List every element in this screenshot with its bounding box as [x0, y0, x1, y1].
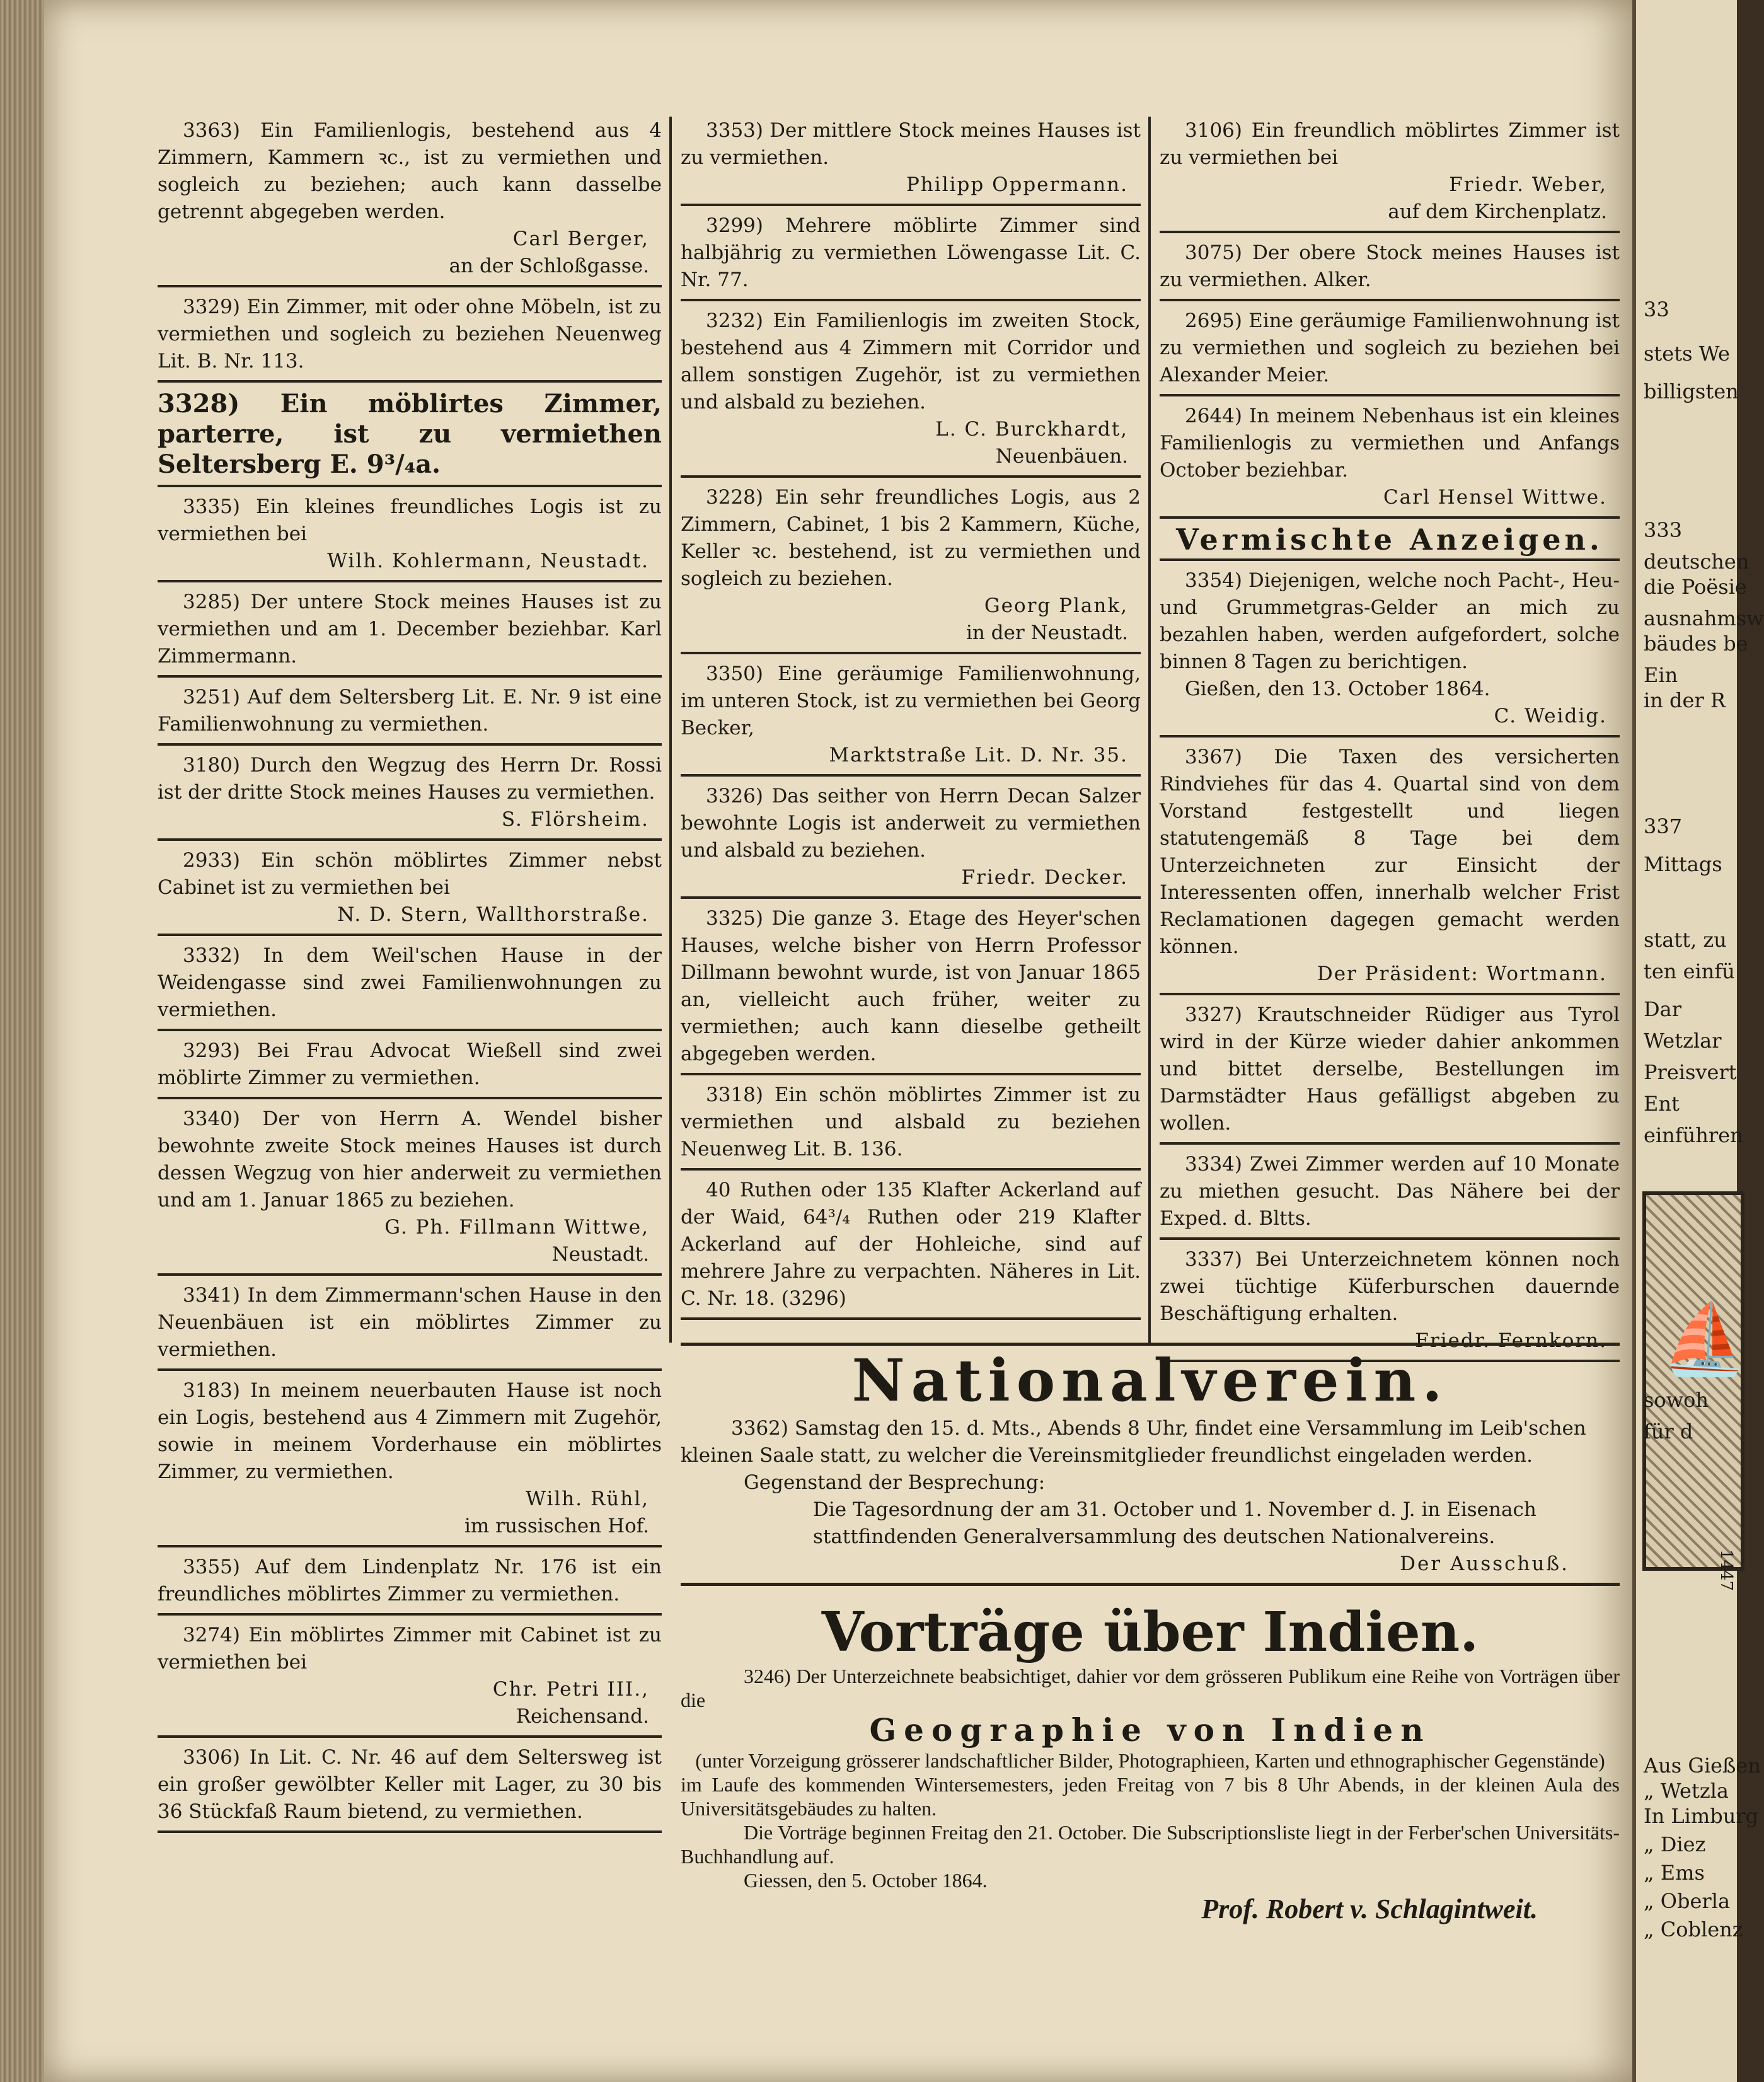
- advertisement: [158, 290, 662, 383]
- advertisement: [158, 113, 662, 287]
- ad-text: 3367) Die Taxen des versicherten Rindviehes für das 4. Quartal sind von dem Vorstand festgestellt und liegen statutengemäß 8 Tage bei dem Unterzeichneten zur Einsicht der Interessenten offen, innerhalb welcher Frist Reclamationen dagegen gemacht werden können.: [1160, 746, 1620, 958]
- ad-text: 3327) Krautschneider Rüdiger aus Tyrol wird in der Kürze wieder dahier ankommen und bittet derselbe, Bestellungen im Darmstädter Haus gefälligst abgeben zu wollen.: [1160, 1003, 1620, 1135]
- ad-signature: auf dem Kirchenplatz.: [1388, 200, 1607, 223]
- ad-signature: S. Flörsheim.: [501, 808, 649, 831]
- nationalverein-notice: [681, 1343, 1620, 1586]
- ad-text: 2933) Ein schön möblirtes Zimmer nebst Cabinet ist zu vermiethen bei: [158, 849, 662, 899]
- nationalverein-topic-label: Gegenstand der Besprechung:: [744, 1471, 1046, 1494]
- fragment-text: Preisvert: [1644, 1060, 1737, 1084]
- advertisement: [681, 209, 1141, 301]
- ad-text: 3274) Ein möblirtes Zimmer mit Cabinet ist zu vermiethen bei: [158, 1624, 662, 1674]
- indien-schedule: im Laufe des kommenden Wintersemesters, jeden Freitag von 7 bis 8 Uhr Abends, in der kleinen Aula des Universitätsgebäudes zu halten.: [681, 1773, 1620, 1820]
- fragment-text: in der R: [1644, 688, 1726, 712]
- ad-signature: Neustadt.: [551, 1243, 649, 1266]
- advertisement: [681, 480, 1141, 654]
- column-rule-2: [1148, 117, 1151, 1343]
- advertisement: [1160, 998, 1620, 1145]
- fragment-text: Ein: [1644, 663, 1678, 687]
- ad-signature: N. D. Stern, Wallthorstraße.: [337, 903, 649, 926]
- ad-signature: Chr. Petri III.,: [492, 1678, 649, 1701]
- ad-text: 3285) Der untere Stock meines Hauses ist zu vermiethen und am 1. December beziehbar. Karl Zimmermann.: [158, 591, 662, 668]
- fragment-text: Aus Gießen: [1644, 1754, 1761, 1778]
- ad-text: 3106) Ein freundlich möblirtes Zimmer ist zu vermiethen bei: [1160, 119, 1620, 169]
- fragment-text: billigsten: [1644, 379, 1739, 403]
- ad-text: 2644) In meinem Nebenhaus ist ein kleines Familienlogis zu vermiethen und Anfangs October beziehbar.: [1160, 405, 1620, 482]
- ad-signature: C. Weidig.: [1494, 705, 1607, 727]
- indien-title: Vorträge über Indien.: [821, 1600, 1479, 1664]
- advertisement: [158, 1278, 662, 1371]
- ad-text: 3326) Das seither von Herrn Decan Salzer bewohnte Logis ist anderweit zu vermiethen und alsbald zu beziehen.: [681, 785, 1141, 862]
- ad-text: 2695) Eine geräumige Familienwohnung ist zu vermiethen und sogleich zu beziehen bei Alexander Meier.: [1160, 309, 1620, 386]
- ad-text: 3183) In meinem neuerbauten Hause ist noch ein Logis, bestehend aus 4 Zimmern mit Zugehör, sowie in meinem Vorderhause ein möblirtes Zimmer, zu vermiethen.: [158, 1379, 662, 1483]
- advertisement: [1160, 304, 1620, 396]
- nationalverein-title: Nationalverein.: [851, 1346, 1449, 1414]
- indien-date: Giessen, den 5. October 1864.: [744, 1869, 988, 1892]
- advertisement: [158, 585, 662, 678]
- advertisement: [681, 113, 1141, 206]
- advertisement: [681, 779, 1141, 899]
- ad-signature: Friedr. Decker.: [961, 866, 1128, 889]
- ornamental-border: [1642, 1191, 1744, 1571]
- ad-signature: Philipp Oppermann.: [906, 173, 1128, 196]
- advertisement: [1160, 564, 1620, 737]
- advertisement: [681, 901, 1141, 1075]
- ad-signature: Reichensand.: [516, 1705, 649, 1728]
- advertisement: [158, 680, 662, 746]
- advertisement: [158, 1374, 662, 1547]
- column-left: [158, 113, 662, 1836]
- advertisement: [1160, 740, 1620, 995]
- ad-text: 3334) Zwei Zimmer werden auf 10 Monate zu miethen gesucht. Das Nähere bei der Exped. d. Bltts.: [1160, 1153, 1620, 1230]
- fragment-text: Wetzlar: [1644, 1029, 1722, 1053]
- fragment-text: für d: [1644, 1420, 1693, 1443]
- indien-intro: 3246) Der Unterzeichnete beabsichtiget, dahier vor dem grösseren Publikum eine Reihe von Vorträgen über die: [681, 1665, 1620, 1711]
- ad-signature: an der Schloßgasse.: [449, 255, 649, 277]
- fragment-text: 333: [1644, 518, 1683, 542]
- ad-text: 3232) Ein Familienlogis im zweiten Stock, bestehend aus 4 Zimmern mit Corridor und allem sonstigen Zugehör, ist zu vermiethen und alsbald zu beziehen.: [681, 309, 1141, 414]
- ad-signature: Marktstraße Lit. D. Nr. 35.: [829, 744, 1128, 766]
- ad-signature: Carl Berger,: [512, 228, 649, 250]
- advertisement: [158, 1102, 662, 1276]
- fragment-text: deutschen: [1644, 550, 1750, 574]
- advertisement: [158, 939, 662, 1031]
- fragment-text: „ Coblenz: [1644, 1917, 1743, 1941]
- advertisement: [681, 1078, 1141, 1171]
- adjacent-page-fragment: [1632, 0, 1764, 2082]
- ad-text: 3341) In dem Zimmermann'schen Hause in den Neuenbäuen ist ein möblirtes Zimmer zu vermiethen.: [158, 1284, 662, 1361]
- ad-signature: Friedr. Fernkorn.: [1415, 1329, 1607, 1352]
- fragment-text: 33: [1644, 298, 1669, 321]
- ad-text: 3335) Ein kleines freundliches Logis ist zu vermiethen bei: [158, 495, 662, 545]
- ad-signature: Georg Plank,: [984, 594, 1128, 617]
- fragment-text: „ Diez: [1644, 1832, 1706, 1856]
- fragment-text: „ Oberla: [1644, 1889, 1731, 1913]
- ad-signature: Wilh. Kohlermann, Neustadt.: [327, 550, 649, 572]
- page-number: 1447: [1717, 1549, 1736, 1592]
- fragment-text: sowoh: [1644, 1388, 1709, 1412]
- column-rule-1: [669, 117, 672, 1343]
- fragment-text: die Poësie: [1644, 575, 1747, 599]
- advertisement: [681, 657, 1141, 777]
- ad-text: 3340) Der von Herrn A. Wendel bisher bewohnte zweite Stock meines Hauses ist durch dessen Wegzug von hier anderweit zu vermiethen und am 1. Januar 1865 zu beziehen.: [158, 1108, 662, 1212]
- ad-signature: Carl Hensel Wittwe.: [1383, 486, 1607, 509]
- indien-signature: Prof. Robert v. Schlagintweit.: [1201, 1894, 1538, 1924]
- advertisement: [158, 490, 662, 582]
- fragment-text: bäudes be: [1644, 632, 1748, 656]
- advertisement: [158, 1034, 662, 1099]
- advertisement: 3328) Ein möblirtes Zimmer, parterre, ist zu vermiethen Seltersberg E. 9³/₄a.: [158, 385, 662, 487]
- fragment-text: stets We: [1644, 342, 1730, 366]
- ad-text: 3180) Durch den Wegzug des Herrn Dr. Rossi ist der dritte Stock meines Hauses zu vermiethen.: [158, 754, 662, 804]
- column-middle: [681, 113, 1141, 1322]
- book-edge: [0, 0, 50, 2082]
- ad-text: 3228) Ein sehr freundliches Logis, aus 2 Zimmern, Cabinet, 1 bis 2 Kammern, Küche, Keller ꝛc. bestehend, ist zu vermiethen und sogleich zu beziehen.: [681, 486, 1141, 590]
- ad-signature: Friedr. Weber,: [1449, 173, 1607, 196]
- fragment-text: statt, zu: [1644, 928, 1727, 952]
- ad-text: 3337) Bei Unterzeichnetem können noch zwei tüchtige Küferburschen dauernde Beschäftigung erhalten.: [1160, 1248, 1620, 1325]
- ad-signature: Der Präsident: Wortmann.: [1317, 963, 1607, 985]
- ad-text: 3299) Mehrere möblirte Zimmer sind halbjährig zu vermiethen Löwengasse Lit. C. Nr. 77.: [681, 214, 1141, 291]
- ad-text: 3325) Die ganze 3. Etage des Heyer'schen Hauses, welche bisher von Herrn Professor Dillmann bewohnt wurde, ist von Januar 1865 an, vielleicht auch früher, weiter zu vermiethen; auch kann dieselbe getheilt abgegeben werden.: [681, 907, 1141, 1065]
- advertisement: [158, 843, 662, 936]
- advertisement: [681, 304, 1141, 478]
- ad-text: 3329) Ein Zimmer, mit oder ohne Möbeln, ist zu vermiethen und sogleich zu beziehen Neuenweg Lit. B. Nr. 113.: [158, 296, 662, 373]
- ad-signature: im russischen Hof.: [464, 1515, 649, 1537]
- advertisement: [1160, 236, 1620, 301]
- fragment-text: „ Ems: [1644, 1861, 1705, 1885]
- nationalverein-text: 3362) Samstag den 15. d. Mts., Abends 8 Uhr, findet eine Versammlung im Leib'schen kleinen Saale statt, zu welcher die Vereinsmitglieder freundlichst eingeladen werden.: [681, 1417, 1586, 1467]
- section-title: Vermischte Anzeigen.: [1160, 521, 1620, 561]
- ad-text: 3306) In Lit. C. Nr. 46 auf dem Selterswеg ist ein großer gewölbter Keller mit Lager, zu 30 bis 36 Stückfaß Raum bietend, zu vermiethen.: [158, 1746, 662, 1823]
- column-right: [1160, 113, 1620, 1365]
- indien-lecture-notice: [681, 1601, 1620, 1926]
- ad-text: 40 Ruthen oder 135 Klafter Ackerland auf der Waid, 64³/₄ Ruthen oder 219 Klafter Ackerland auf der Hohleiche, sind auf mehrere Jahre zu verpachten. Näheres in Lit. C. Nr. 18. (3296): [681, 1179, 1141, 1310]
- nationalverein-signature: Der Ausschuß.: [1400, 1553, 1569, 1575]
- fragment-text: Mittags: [1644, 852, 1722, 876]
- advertisement: [1160, 113, 1620, 233]
- ad-text: 3075) Der obere Stock meines Hauses ist zu vermiethen. Alker.: [1160, 241, 1620, 291]
- advertisement: [158, 1740, 662, 1833]
- advertisement: [158, 1550, 662, 1616]
- ad-signature: G. Ph. Fillmann Wittwe,: [384, 1216, 649, 1239]
- nationalverein-topic: Die Tagesordnung der am 31. October und 1. November d. J. in Eisenach stattfindenden Generalversammlung des deutschen Nationalvereins.: [813, 1498, 1536, 1548]
- indien-subject: Geographie von Indien: [869, 1711, 1431, 1749]
- fragment-text: In Limburg: [1644, 1804, 1759, 1828]
- fragment-text: ausnahmsw: [1644, 606, 1764, 630]
- indien-note: (unter Vorzeigung grösserer landschaftlicher Bilder, Photographieen, Karten und ethnographischer Gegenstände): [695, 1749, 1605, 1772]
- fragment-text: Dar: [1644, 997, 1682, 1021]
- indien-subscription: Die Vorträge beginnen Freitag den 21. October. Die Subscriptionsliste liegt in der Ferber'schen Universitäts-Buchhandlung auf.: [681, 1821, 1620, 1868]
- advertisement: [681, 1173, 1141, 1320]
- ad-text: 3332) In dem Weil'schen Hause in der Weidengasse sind zwei Familienwohnungen zu vermiethen.: [158, 944, 662, 1021]
- fragment-text: einführen: [1644, 1123, 1743, 1147]
- ship-icon: ⛵: [1661, 1298, 1748, 1379]
- ad-text: 3293) Bei Frau Advocat Wießell sind zwei möblirte Zimmer zu vermiethen.: [158, 1039, 662, 1089]
- ad-signature: L. C. Burckhardt,: [935, 418, 1128, 441]
- ad-text: Gießen, den 13. October 1864.: [1185, 678, 1490, 700]
- fragment-text: 337: [1644, 814, 1683, 838]
- ad-text: 3355) Auf dem Lindenplatz Nr. 176 ist ein freundliches möblirtes Zimmer zu vermiethen.: [158, 1556, 662, 1605]
- ad-text: 3353) Der mittlere Stock meines Hauses ist zu vermiethen.: [681, 119, 1141, 169]
- advertisement: [158, 748, 662, 841]
- fragment-text: ten einfü: [1644, 959, 1735, 983]
- advertisement: [1160, 1147, 1620, 1240]
- fragment-text: „ Wetzla: [1644, 1779, 1729, 1803]
- ad-signature: in der Neustadt.: [966, 622, 1128, 644]
- ad-signature: Wilh. Rühl,: [526, 1488, 649, 1510]
- ad-text: 3363) Ein Familienlogis, bestehend aus 4 Zimmern, Kammern ꝛc., ist zu vermiethen und sogleich zu beziehen; auch kann dasselbe getrennt abgegeben werden.: [158, 119, 662, 223]
- advertisement: [1160, 399, 1620, 519]
- ad-text: 3350) Eine geräumige Familienwohnung, im unteren Stock, ist zu vermiethen bei Georg Becker,: [681, 662, 1141, 739]
- fragment-text: Ent: [1644, 1092, 1680, 1116]
- ad-signature: Neuenbäuen.: [995, 445, 1128, 468]
- advertisement: [158, 1618, 662, 1738]
- ad-text: 3318) Ein schön möblirtes Zimmer ist zu vermiethen und alsbald zu beziehen Neuenweg Lit. B. 136.: [681, 1084, 1141, 1160]
- ad-text: 3354) Diejenigen, welche noch Pacht-, Heu- und Grummetgras-Gelder an mich zu bezahlen haben, werden aufgefordert, solche binnen 8 Tagen zu berichtigen.: [1160, 569, 1620, 673]
- ad-text: 3251) Auf dem Seltersberg Lit. E. Nr. 9 ist eine Familienwohnung zu vermiethen.: [158, 686, 662, 736]
